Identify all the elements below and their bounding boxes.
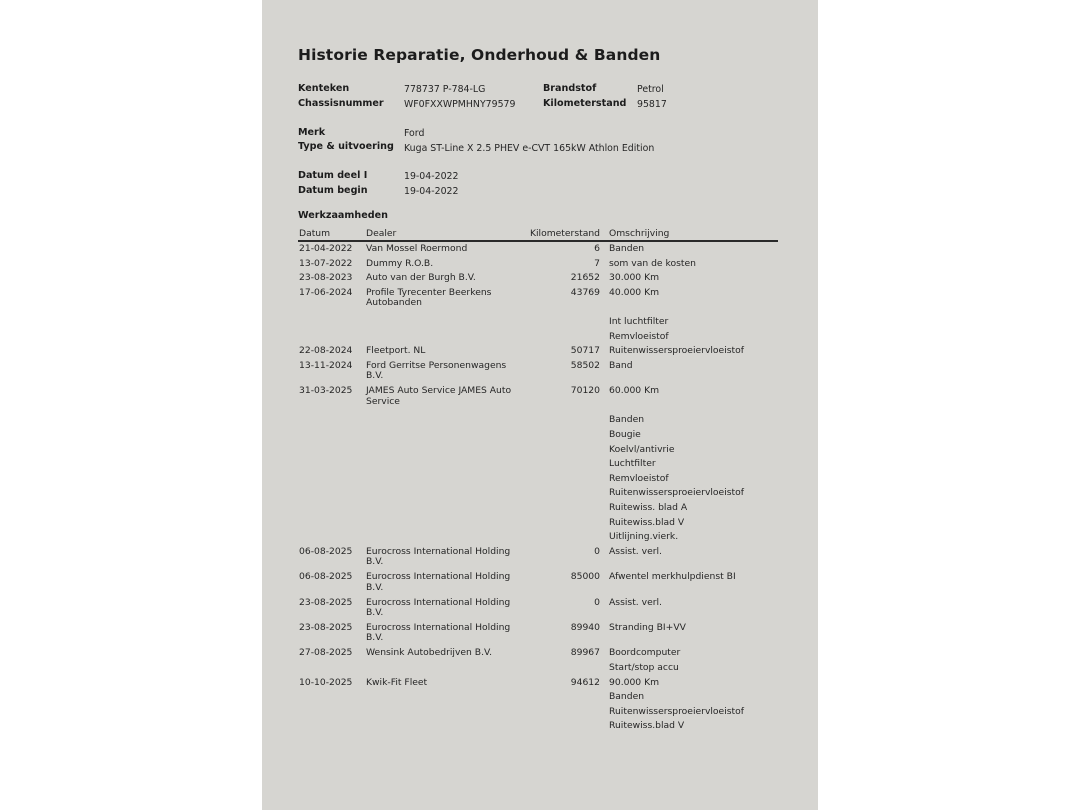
row-omschrijving	[609, 621, 809, 636]
row-date: 31-03-2025	[299, 385, 353, 397]
row-date: 13-07-2022	[299, 257, 353, 269]
omschrijving-line: Banden	[609, 691, 645, 703]
datum-deel-value: 19-04-2022	[404, 171, 459, 182]
datum-begin-label: Datum begin	[298, 185, 368, 196]
column-header-datum: Datum	[299, 228, 331, 239]
document-page	[262, 0, 818, 810]
row-kilometerstand: 94612	[570, 676, 600, 688]
row-omschrijving	[609, 570, 809, 585]
row-omschrijving	[609, 344, 809, 359]
table-row	[262, 359, 818, 384]
omschrijving-line: Stranding BI+VV	[609, 621, 686, 633]
row-omschrijving	[609, 676, 809, 734]
merk-label: Merk	[298, 127, 326, 138]
row-kilometerstand: 89967	[570, 647, 600, 659]
row-dealer: Kwik-Fit Fleet	[366, 676, 428, 688]
row-kilometerstand: 50717	[570, 345, 600, 357]
kilometerstand-label: Kilometerstand	[543, 98, 627, 109]
row-date: 10-10-2025	[299, 676, 353, 688]
table-row	[262, 344, 818, 359]
omschrijving-line: Start/stop accu	[609, 661, 679, 673]
work-history-table	[262, 242, 818, 734]
omschrijving-line: Remvloeistof	[609, 472, 669, 484]
row-date: 22-08-2024	[299, 345, 353, 357]
column-header-dealer: Dealer	[366, 228, 397, 239]
page-title: Historie Reparatie, Onderhoud & Banden	[298, 46, 661, 64]
row-omschrijving	[609, 359, 809, 374]
row-kilometerstand: 7	[594, 257, 600, 269]
kenteken-label: Kenteken	[298, 83, 350, 94]
omschrijving-line: Int luchtfilter	[609, 315, 669, 327]
table-row	[262, 545, 818, 570]
row-kilometerstand: 0	[594, 596, 600, 608]
row-kilometerstand: 85000	[570, 571, 600, 583]
omschrijving-line: Uitlijning.vierk.	[609, 531, 679, 543]
chassisnummer-label: Chassisnummer	[298, 98, 384, 109]
row-kilometerstand: 58502	[570, 359, 600, 371]
row-dealer: Eurocross International Holding B.V.	[366, 596, 511, 619]
table-row	[262, 242, 818, 257]
row-kilometerstand: 43769	[570, 286, 600, 298]
chassisnummer-value: WF0FXXWPMHNY79579	[404, 99, 516, 110]
row-date: 23-08-2023	[299, 272, 353, 284]
row-kilometerstand: 0	[594, 545, 600, 557]
omschrijving-line: Banden	[609, 414, 645, 426]
omschrijving-line: 30.000 Km	[609, 272, 660, 284]
type-label: Type & uitvoering	[298, 141, 394, 152]
omschrijving-line: Band	[609, 359, 633, 371]
column-header-omschrijving: Omschrijving	[609, 228, 670, 239]
table-row	[262, 621, 818, 646]
row-date: 06-08-2025	[299, 571, 353, 583]
omschrijving-line: Ruitewiss. blad A	[609, 501, 688, 513]
table-row	[262, 384, 818, 545]
table-row	[262, 271, 818, 286]
row-dealer: Ford Gerritse Personenwagens B.V.	[366, 359, 507, 382]
row-omschrijving	[609, 242, 809, 257]
omschrijving-line: Ruitewiss.blad V	[609, 516, 685, 528]
omschrijving-line: Ruitenwissersproeiervloeistof	[609, 487, 745, 499]
row-dealer: Eurocross International Holding B.V.	[366, 545, 511, 568]
brandstof-label: Brandstof	[543, 83, 597, 94]
kilometerstand-value: 95817	[637, 99, 667, 110]
table-row	[262, 286, 818, 344]
row-omschrijving	[609, 286, 809, 344]
section-title: Werkzaamheden	[298, 210, 388, 221]
omschrijving-line	[609, 399, 809, 414]
type-value: Kuga ST-Line X 2.5 PHEV e-CVT 165kW Athlon Edition	[404, 143, 655, 154]
row-dealer: Wensink Autobedrijven B.V.	[366, 647, 493, 659]
row-omschrijving	[609, 545, 809, 560]
row-dealer: Eurocross International Holding B.V.	[366, 571, 511, 593]
row-dealer: Profile Tyrecenter Beerkens Autobanden	[366, 286, 492, 309]
row-date: 23-08-2025	[299, 596, 353, 608]
row-omschrijving	[609, 384, 809, 545]
kenteken-value: 778737 P-784-LG	[404, 84, 486, 95]
row-kilometerstand: 70120	[570, 385, 600, 397]
row-omschrijving	[609, 646, 809, 675]
row-dealer: Eurocross International Holding B.V.	[366, 621, 511, 644]
datum-begin-value: 19-04-2022	[404, 186, 459, 197]
omschrijving-line: 90.000 Km	[609, 676, 660, 688]
omschrijving-line: Boordcomputer	[609, 647, 681, 659]
row-omschrijving	[609, 596, 809, 611]
omschrijving-line	[609, 300, 809, 315]
row-dealer: Fleetport. NL	[366, 345, 426, 357]
row-kilometerstand: 21652	[570, 272, 600, 284]
row-dealer: JAMES Auto Service JAMES Auto Service	[366, 385, 512, 407]
table-row	[262, 646, 818, 675]
merk-value: Ford	[404, 128, 425, 139]
row-omschrijving	[609, 257, 809, 272]
row-dealer: Dummy R.O.B.	[366, 257, 434, 269]
brandstof-value: Petrol	[637, 84, 664, 95]
omschrijving-line: 60.000 Km	[609, 385, 660, 397]
row-date: 13-11-2024	[299, 359, 353, 371]
table-row	[262, 570, 818, 595]
omschrijving-line: Ruitenwissersproeiervloeistof	[609, 345, 745, 357]
omschrijving-line: Remvloeistof	[609, 330, 669, 342]
omschrijving-line: som van de kosten	[609, 257, 696, 269]
omschrijving-line: Assist. verl.	[609, 545, 662, 557]
datum-deel-label: Datum deel I	[298, 170, 368, 181]
row-dealer: Auto van der Burgh B.V.	[366, 272, 476, 284]
row-date: 21-04-2022	[299, 243, 353, 254]
omschrijving-line: Assist. verl.	[609, 596, 662, 608]
row-date: 17-06-2024	[299, 286, 353, 298]
omschrijving-line: 40.000 Km	[609, 286, 660, 298]
row-date: 23-08-2025	[299, 621, 353, 633]
omschrijving-line: Ruitenwissersproeiervloeistof	[609, 705, 745, 717]
omschrijving-line: Luchtfilter	[609, 458, 656, 470]
row-kilometerstand: 6	[594, 243, 600, 254]
table-row	[262, 676, 818, 734]
row-kilometerstand: 89940	[570, 621, 600, 633]
row-date: 27-08-2025	[299, 647, 353, 659]
omschrijving-line: Banden	[609, 243, 645, 254]
table-row	[262, 596, 818, 621]
row-dealer: Van Mossel Roermond	[366, 243, 468, 254]
omschrijving-line: Afwentel merkhulpdienst BI	[609, 571, 736, 583]
omschrijving-line: Bougie	[609, 428, 641, 440]
omschrijving-line: Koelvl/antivrie	[609, 443, 675, 455]
table-row	[262, 257, 818, 272]
omschrijving-line: Ruitewiss.blad V	[609, 720, 685, 732]
row-date: 06-08-2025	[299, 545, 353, 557]
row-omschrijving	[609, 271, 809, 286]
column-header-kilometerstand: Kilometerstand	[529, 228, 600, 239]
